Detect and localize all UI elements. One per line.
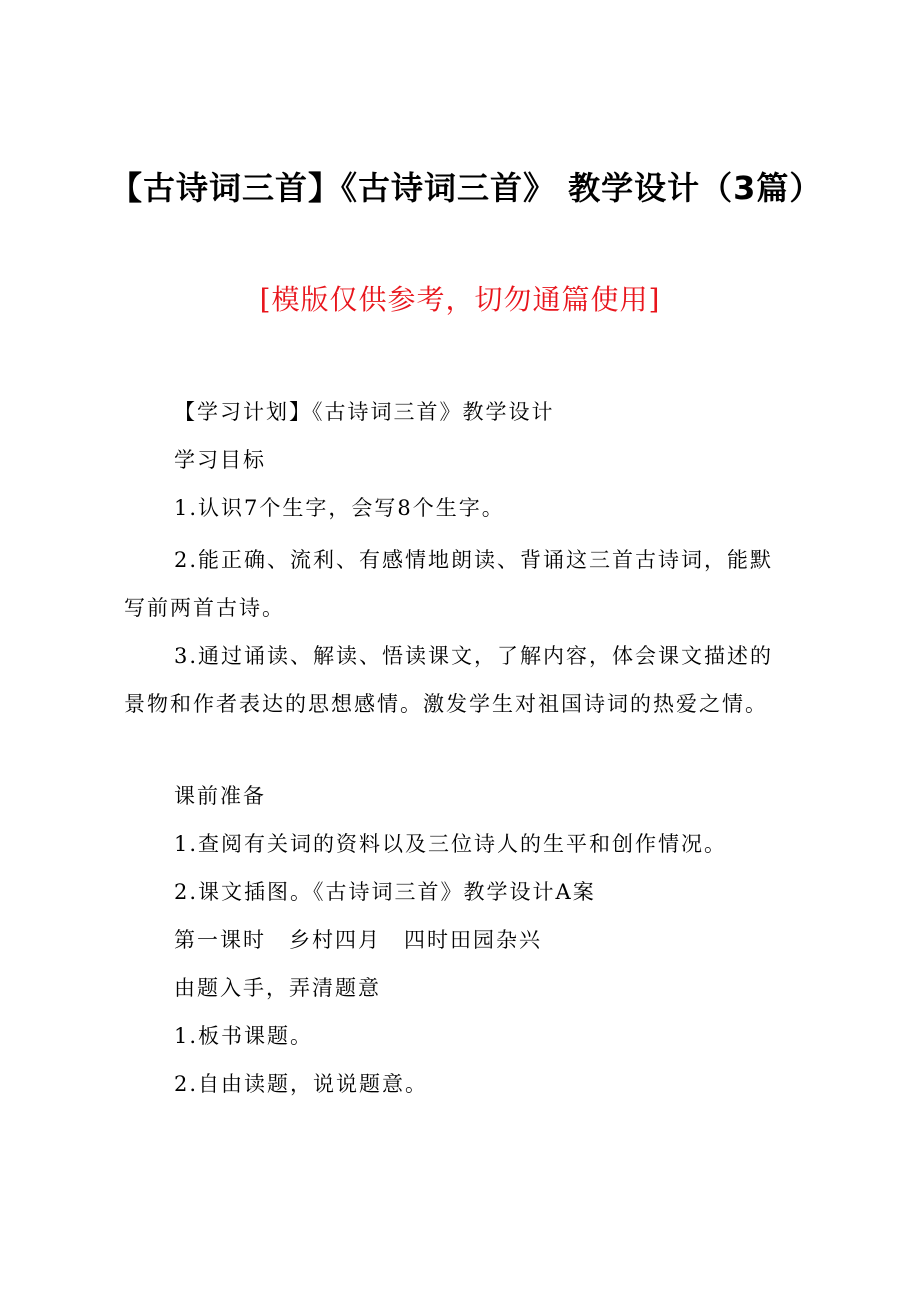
goal-item: 3.通过诵读、解读、悟读课文，了解内容，体会课文描述的景物和作者表达的思想感情。激发学生对祖国诗词的热爱之情。 xyxy=(124,644,774,716)
template-notice: [模版仅供参考，切勿通篇使用] xyxy=(259,283,661,316)
step-item: 1.板书课题。 xyxy=(174,1024,314,1048)
step-heading: 由题入手，弄清题意 xyxy=(174,976,381,1000)
goal-item: 1.认识7个生字，会写8个生字。 xyxy=(174,496,505,520)
goal-item: 2.能正确、流利、有感情地朗读、背诵这三首古诗词，能默写前两首古诗。 xyxy=(124,548,774,620)
prep-item: 2.课文插图。《古诗词三首》教学设计A案 xyxy=(174,880,596,904)
step-item: 2.自由读题，说说题意。 xyxy=(174,1072,429,1096)
section-heading-goals: 学习目标 xyxy=(174,448,266,472)
document-title: 【古诗词三首】《古诗词三首》 教学设计（3篇） xyxy=(110,169,823,207)
prep-item: 1.查阅有关词的资料以及三位诗人的生平和创作情况。 xyxy=(174,832,728,856)
section-heading-prep: 课前准备 xyxy=(174,784,266,808)
paragraph-heading: 【学习计划】《古诗词三首》教学设计 xyxy=(174,400,555,424)
lesson-heading: 第一课时 乡村四月 四时田园杂兴 xyxy=(174,928,542,952)
